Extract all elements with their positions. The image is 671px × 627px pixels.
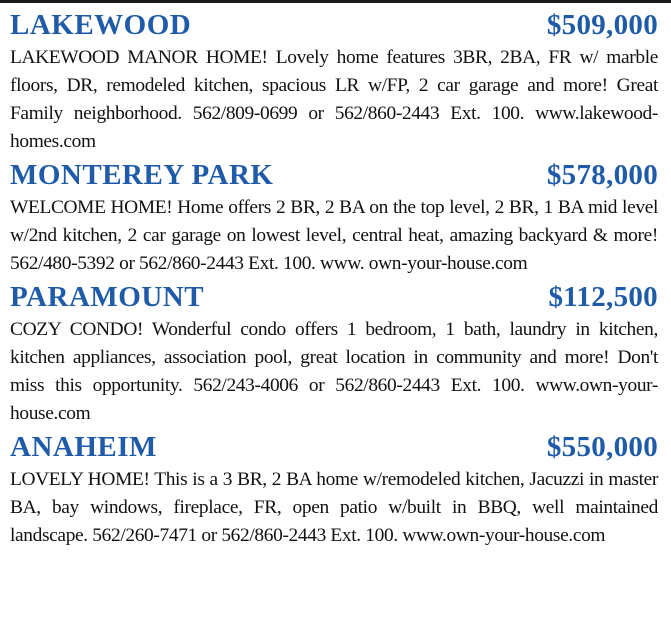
listing-description: LAKEWOOD MANOR HOME! Lovely home features 3BR, 2BA, FR w/ marble floors, DR, remodeled kitchen, spacious LR w/FP, 2 car garage and more! Great Family neighborhood. 562/809-0699 or 562/860-2443 Ext. 100. www.lakewood-homes.com (10, 47, 658, 152)
listing-city: PARAMOUNT (10, 281, 205, 313)
listing-price: $578,000 (546, 159, 658, 191)
top-rule (0, 0, 671, 3)
listing-lakewood (10, 6, 658, 156)
listings-column (10, 6, 658, 550)
listing-city: ANAHEIM (10, 431, 157, 463)
listing-price: $509,000 (546, 9, 658, 41)
listing-price: $550,000 (546, 431, 658, 463)
listing-description: WELCOME HOME! Home offers 2 BR, 2 BA on the top level, 2 BR, 1 BA mid level w/2nd kitchen, 2 car garage on lowest level, central heat, amazing backyard & more! 562/480-5392 or 562/860-2443 Ext. 100. www. own-your-house.com (10, 197, 658, 274)
listing-header (10, 6, 658, 44)
listing-anaheim (10, 428, 658, 550)
listing-price: $112,500 (548, 281, 658, 313)
listing-header (10, 278, 658, 316)
listing-description: COZY CONDO! Wonderful condo offers 1 bedroom, 1 bath, laundry in kitchen, kitchen appliances, association pool, great location in community and more! Don't miss this opportunity. 562/243-4006 or 562/860-2443 Ext. 100. www.own-your-house.com (10, 319, 658, 424)
listing-monterey-park (10, 156, 658, 278)
listing-header (10, 156, 658, 194)
listing-city: MONTEREY PARK (10, 159, 274, 191)
listing-header (10, 428, 658, 466)
listing-description: LOVELY HOME! This is a 3 BR, 2 BA home w/remodeled kitchen, Jacuzzi in master BA, bay windows, fireplace, FR, open patio w/built in BBQ, well maintained landscape. 562/260-7471 or 562/860-2443 Ext. 100. www.own-your-house.com (10, 469, 658, 546)
listing-paramount (10, 278, 658, 428)
listing-city: LAKEWOOD (10, 9, 192, 41)
